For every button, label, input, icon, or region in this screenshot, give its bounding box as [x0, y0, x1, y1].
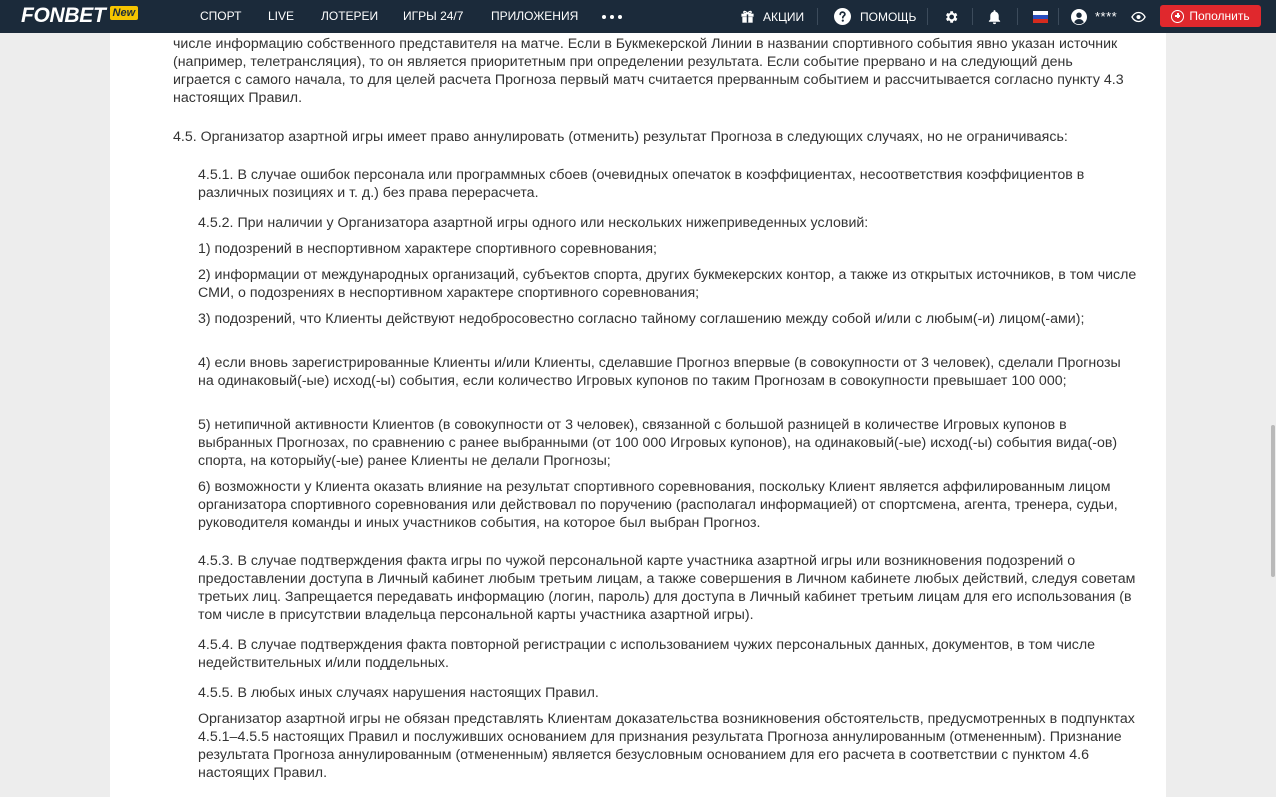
deposit-button[interactable] — [1160, 5, 1261, 27]
gift-icon — [740, 9, 755, 24]
help-button[interactable] — [834, 0, 916, 33]
paragraph-final: Организатор азартной игры не обязан представлять Клиентам доказательства возникновения обстоятельств, предусмотренных в подпунктах 4.5.1–4.5.5 настоящих Правил и послуживших основанием для признания результата Прогноза аннулированным (отмененным). Признание результата Прогноза аннулированным (отмененным) является безусловным основанием для его расчета в соответствии с пунктом 4.6 настоящих Правил. — [198, 711, 1135, 781]
condition-1: 1) подозрений в неспортивном характере спортивного соревнования; — [198, 241, 657, 257]
rules-content-panel — [110, 33, 1166, 797]
nav-live[interactable]: LIVE — [268, 9, 295, 23]
plus-circle-icon — [1171, 10, 1184, 23]
paragraph-4-5-2: 4.5.2. При наличии у Организатора азартной игры одного или нескольких нижеприведенных условий: — [198, 215, 869, 231]
eye-icon — [1131, 11, 1146, 23]
header-divider — [972, 8, 973, 25]
top-navigation-bar — [0, 0, 1276, 33]
header-divider — [817, 8, 818, 25]
bell-icon — [987, 9, 1002, 25]
condition-5: 5) нетипичной активности Клиентов (в совокупности от 3 человек), связанной с большой разницей в количестве Игровых купонов в выбранных Прогнозах, по сравнению с ранее выбранными (от 100 000 Игровых купонов), на одинаковый(-ые) исход(-ы) события вида(-ов) спорта, на которыйу(-ые) ранее Клиенты не делали Прогнозы; — [198, 417, 1118, 469]
header-divider — [1058, 8, 1059, 25]
flag-ru-icon — [1033, 11, 1048, 23]
paragraph-4-5-1: 4.5.1. В случае ошибок персонала или программных сбоев (очевидных опечаток в коэффициентах, несоответствия коэффициентов в различных позициях и т. д.) без права перерасчета. — [198, 167, 1085, 201]
header-divider — [1017, 8, 1018, 25]
account-button[interactable] — [1071, 0, 1117, 33]
user-icon — [1071, 9, 1087, 25]
account-masked-balance: **** — [1095, 9, 1118, 24]
notifications-button[interactable] — [987, 0, 1002, 33]
condition-6: 6) возможности у Клиента оказать влияние на результат спортивного соревнования, поскольку Клиент является аффилированным лицом организатора спортивного соревнования или действовал по поручению (располагал информацией) от спортсмена, агента, тренера, судьи, руководителя команды и иных участников события, на которое был выбран Прогноз. — [198, 479, 1118, 531]
gear-icon — [943, 9, 959, 25]
paragraph-intro: числе информацию собственного представителя на матче. Если в Букмекерской Линии в названии спортивного события явно указан источник (например, телетрансляция), то он является приоритетным при определении результата. Если событие прервано и на следующий день играется с самого начала, то для целей расчета Прогноза первый матч считается прерванным событием и рассчитывается согласно пункту 4.3 настоящих Правил. — [173, 36, 1124, 106]
nav-apps[interactable]: ПРИЛОЖЕНИЯ — [491, 9, 579, 23]
nav-games-24-7[interactable]: ИГРЫ 24/7 — [403, 9, 464, 23]
language-selector[interactable] — [1033, 0, 1048, 33]
settings-button[interactable] — [943, 0, 959, 33]
fonbet-logo[interactable] — [21, 4, 138, 28]
toggle-balance-visibility[interactable] — [1131, 0, 1146, 33]
condition-2: 2) информации от международных организаций, субъектов спорта, других букмекерских контор, а также из открытых источников, в том числе СМИ, о подозрениях в неспортивном характере спортивного соревнования; — [198, 267, 1137, 301]
more-icon[interactable] — [602, 15, 622, 19]
paragraph-4-5-4: 4.5.4. В случае подтверждения факта повторной регистрации с использованием чужих персональных данных, документов, в том числе недействительных и/или поддельных. — [198, 637, 1096, 671]
new-badge: New — [110, 6, 139, 20]
condition-4: 4) если вновь зарегистрированные Клиенты и/или Клиенты, сделавшие Прогноз впервые (в совокупности от 3 человек), сделали Прогнозы на одинаковый(-ые) исход(-ы) события, если количество Игровых купонов по таким Прогнозам в совокупности превышает 100 000; — [198, 355, 1121, 389]
header-divider — [927, 8, 928, 25]
nav-lotteries[interactable]: ЛОТЕРЕИ — [321, 9, 379, 23]
paragraph-4-5-3: 4.5.3. В случае подтверждения факта игры по чужой персональной карте участника азартной игры или возникновения подозрений о предоставлении доступа в Личный кабинет любым третьим лицам, а также совершения в Личном кабинете любых действий, следуя советам третьих лиц. Запрещается передавать информацию (логин, пароль) для доступа в Личный кабинет третьим лицам для его использования (в том числе в присутствии владельца персональной карты участника азартной игры). — [198, 553, 1136, 623]
help-label: ПОМОЩЬ — [860, 9, 917, 24]
promos-label: АКЦИИ — [763, 9, 805, 24]
page-scrollbar-track[interactable] — [1269, 33, 1276, 797]
paragraph-4-5-5: 4.5.5. В любых иных случаях нарушения настоящих Правил. — [198, 685, 599, 701]
promos-button[interactable] — [740, 0, 804, 33]
deposit-label: Пополнить — [1189, 9, 1250, 23]
paragraph-4-5: 4.5. Организатор азартной игры имеет право аннулировать (отменить) результат Прогноза в следующих случаях, но не ограничиваясь: — [173, 129, 1068, 145]
help-icon — [834, 8, 851, 25]
condition-3: 3) подозрений, что Клиенты действуют недобросовестно согласно тайному соглашению между собой и/или с любым(-и) лицом(-ами); — [198, 311, 1085, 327]
logo-text: FONBET — [21, 4, 106, 27]
nav-sport[interactable]: СПОРТ — [200, 9, 242, 23]
page-scrollbar-thumb[interactable] — [1271, 425, 1275, 577]
